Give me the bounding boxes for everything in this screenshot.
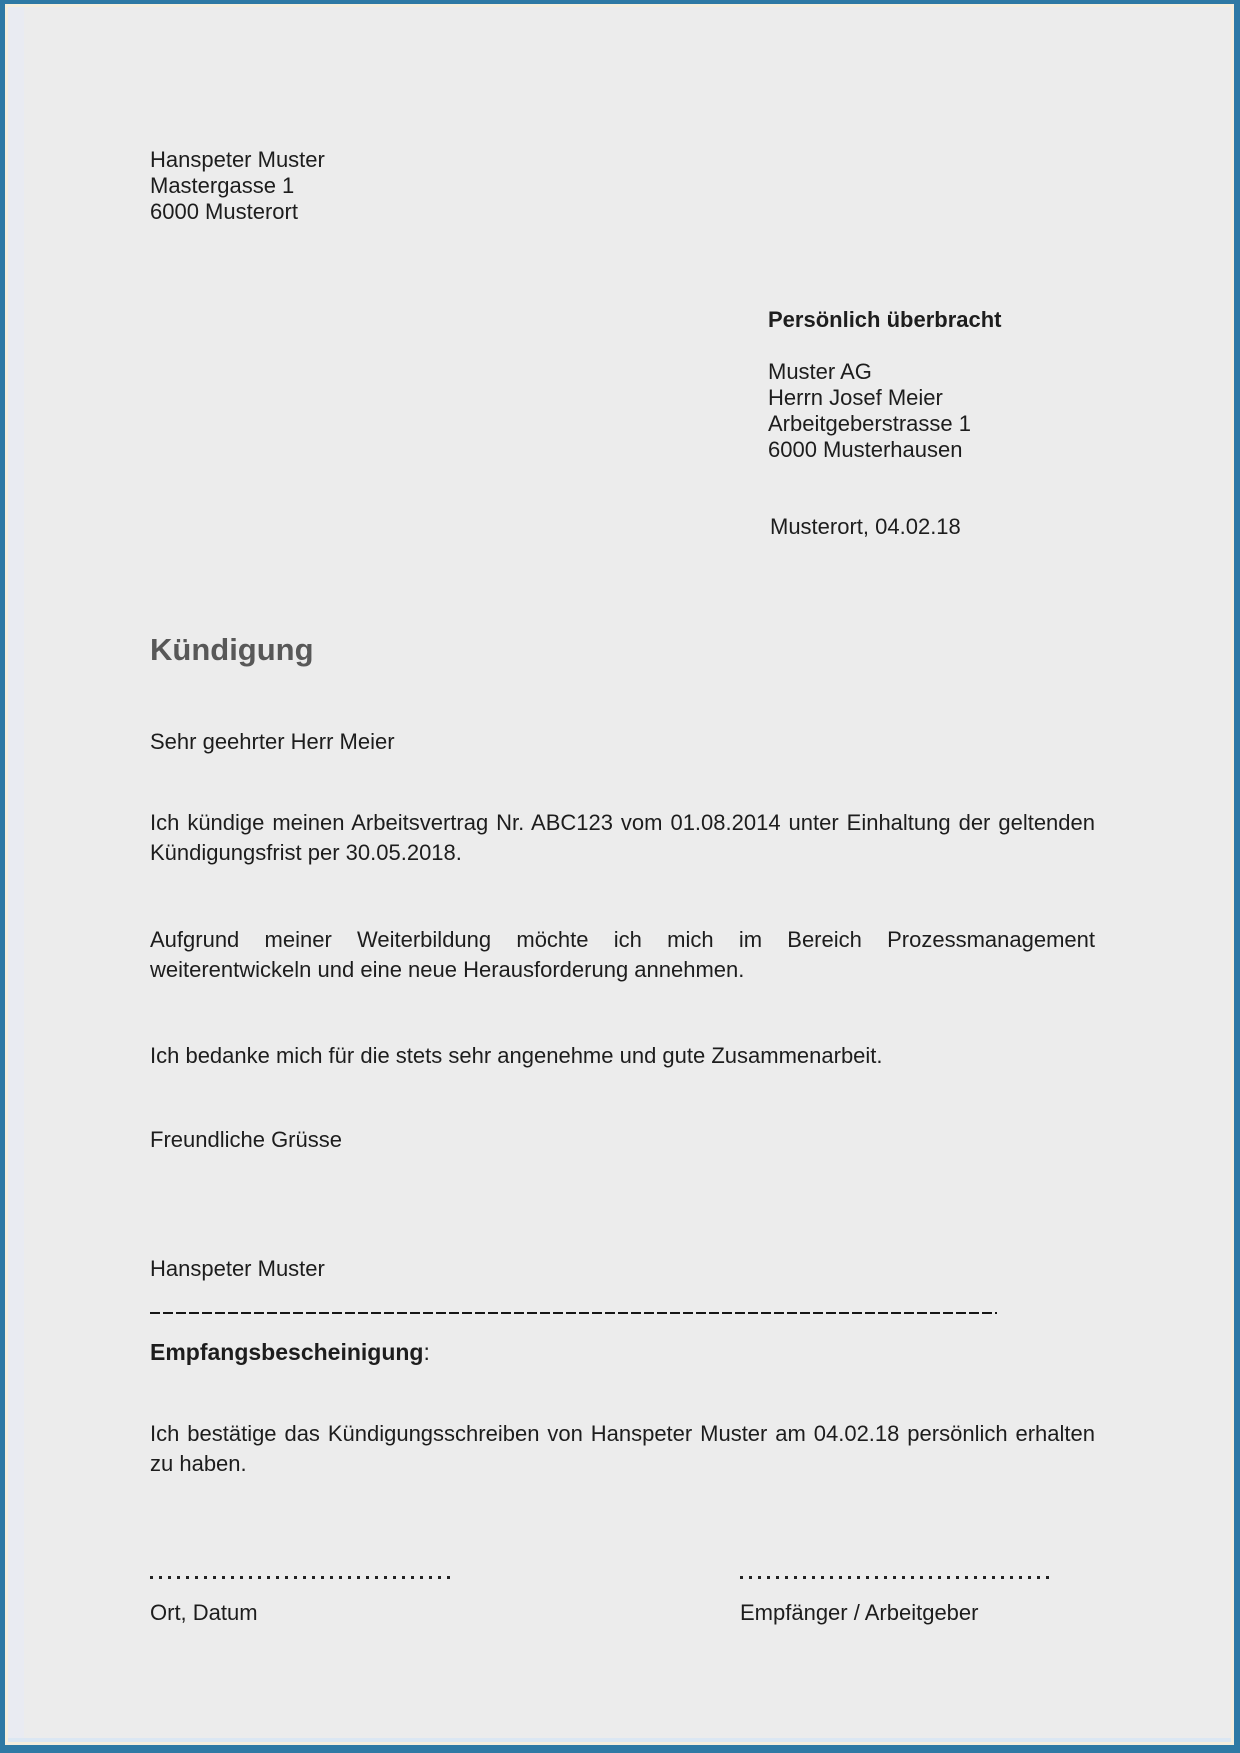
- closing: Freundliche Grüsse: [150, 1127, 342, 1152]
- signature-label-recipient: Empfänger / Arbeitgeber: [740, 1600, 979, 1625]
- receipt-body: [150, 1419, 1095, 1479]
- paragraph-thanks: Ich bedanke mich für die stets sehr angenehme und gute Zusammenarbeit.: [150, 1043, 883, 1068]
- paragraph-reason-line-2: weiterentwickeln und eine neue Herausforderung annehmen.: [150, 957, 745, 982]
- date-line: Musterort, 04.02.18: [770, 514, 961, 539]
- paragraph-reason-line-1: Aufgrund meiner Weiterbildung möchte ich mich im Bereich Prozessmanagement: [150, 927, 1095, 952]
- receipt-heading: [150, 1339, 430, 1366]
- paragraph-termination-line-2: Kündigungsfrist per 30.05.2018.: [150, 840, 462, 865]
- recipient-company: Muster AG: [768, 359, 872, 384]
- subject-heading: Kündigung: [150, 632, 314, 667]
- sender-city: 6000 Musterort: [150, 199, 298, 224]
- page-bottom-tint: [8, 1738, 1231, 1742]
- signature-line-recipient: [740, 1576, 1052, 1579]
- paragraph-termination: [150, 808, 1095, 868]
- sender-address-block: [150, 147, 325, 225]
- signature-name: Hanspeter Muster: [150, 1256, 325, 1281]
- recipient-person: Herrn Josef Meier: [768, 385, 943, 410]
- salutation: Sehr geehrter Herr Meier: [150, 729, 395, 754]
- recipient-city: 6000 Musterhausen: [768, 437, 963, 462]
- sender-name: Hanspeter Muster: [150, 147, 325, 172]
- paragraph-termination-line-1: Ich kündige meinen Arbeitsvertrag Nr. ABC123 vom 01.08.2014 unter Einhaltung der geltenden: [150, 810, 1095, 835]
- recipient-street: Arbeitgeberstrasse 1: [768, 411, 971, 436]
- sender-street: Mastergasse 1: [150, 173, 295, 198]
- delivery-note: Persönlich überbracht: [768, 307, 1002, 332]
- page-left-tint: [8, 7, 24, 1742]
- signature-label-place-date: Ort, Datum: [150, 1600, 258, 1625]
- receipt-body-line-1: Ich bestätige das Kündigungsschreiben von Hanspeter Muster am 04.02.18 persönlich erhalten: [150, 1421, 1095, 1446]
- receipt-body-line-2: zu haben.: [150, 1451, 247, 1476]
- recipient-address-block: [768, 359, 971, 463]
- paragraph-reason: [150, 925, 1095, 985]
- receipt-heading-text: Empfangsbescheinigung: [150, 1339, 424, 1365]
- receipt-heading-colon: :: [423, 1339, 430, 1365]
- page-frame-inner-line: [5, 4, 1234, 1745]
- signature-line-place-date: [150, 1576, 453, 1579]
- dashed-separator: [150, 1312, 997, 1314]
